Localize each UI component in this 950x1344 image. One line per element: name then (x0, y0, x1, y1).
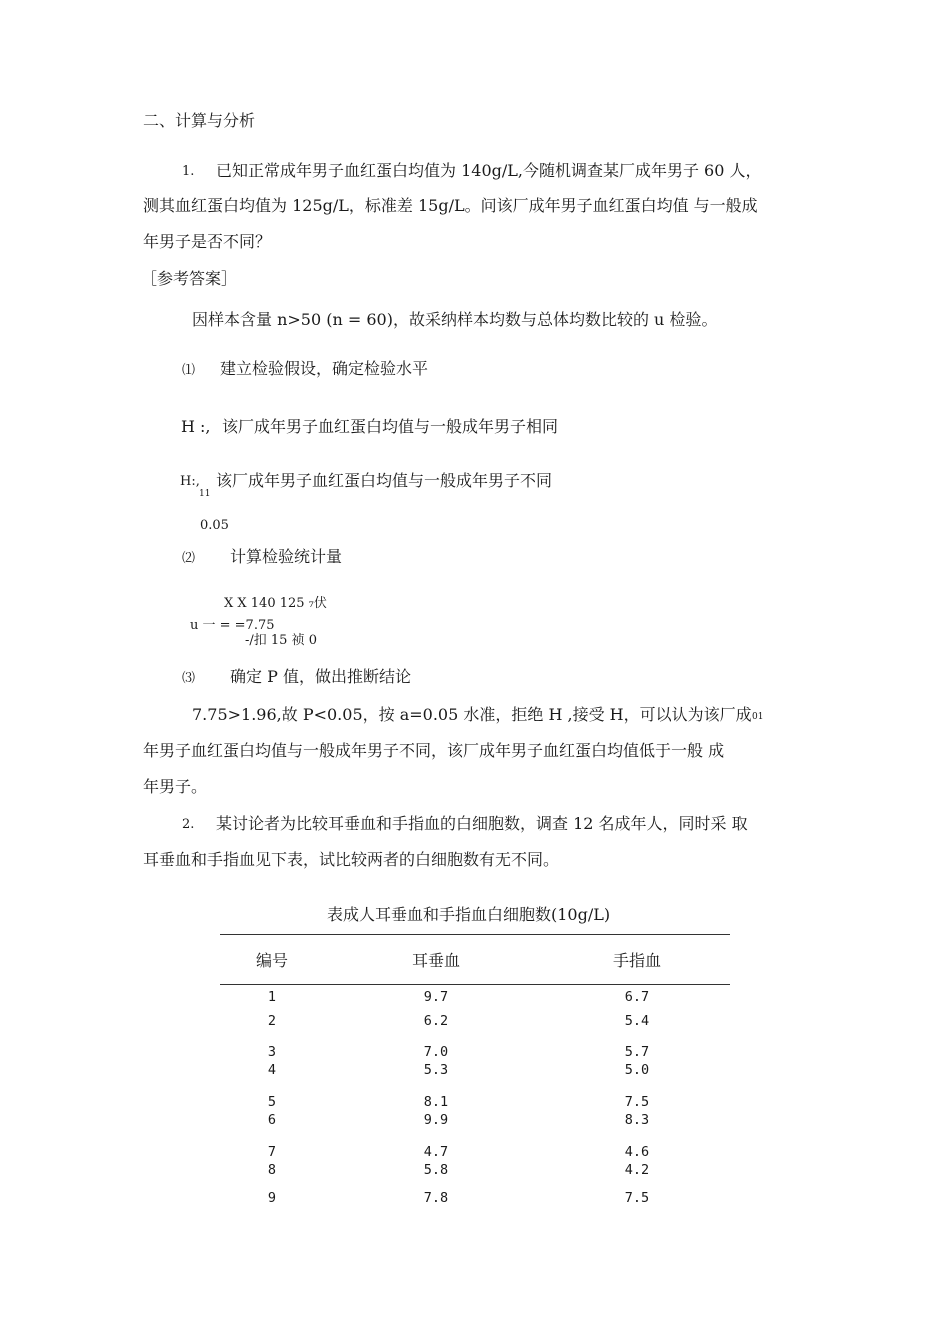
fingertip-value: 7.5 (624, 1190, 650, 1206)
row-id: 5 (267, 1094, 277, 1110)
answer-label: ［参考答案］ (141, 269, 238, 288)
row-id: 3 (267, 1044, 277, 1060)
row-id: 2 (267, 1013, 277, 1029)
alt-hypothesis-symbol: H:, (180, 474, 200, 489)
conclusion-line-1: 7.75>1.96,故 P<0.05，按 a=0.05 水准，拒绝 H ,接受 H，可以认为该厂成 (192, 705, 752, 724)
q2-line-2: 耳垂血和手指血见下表，试比较两者的白细胞数有无不同。 (143, 850, 560, 869)
answer-intro: 因样本含量 n>50 (n = 60)，故采纳样本均数与总体均数比较的 u 检验。 (192, 310, 718, 329)
null-hypothesis-symbol: H :, (181, 417, 211, 436)
earlobe-value: 7.8 (423, 1190, 449, 1206)
q1-line-1: 已知正常成年男子血红蛋白均值为 140g/L,今随机调查某厂成年男子 60 人， (216, 161, 762, 180)
conclusion-line-2: 年男子血红蛋白均值与一般成年男子不同，该厂成年男子血红蛋白均值低于一般 成 (143, 741, 725, 760)
q1-line-2: 测其血红蛋白均值为 125g/L，标准差 15g/L。问该厂成年男子血红蛋白均值 与一般成 (143, 196, 758, 215)
q1-line-3: 年男子是否不同？ (143, 232, 272, 251)
table-header-rule (220, 984, 730, 985)
fingertip-value: 4.2 (624, 1162, 650, 1178)
q2-line-1: 某讨论者为比较耳垂血和手指血的白细胞数，调查 12 名成年人，同时采 取 (216, 814, 748, 833)
table-caption: 表成人耳垂血和手指血白细胞数(10g/L) (327, 905, 611, 924)
formula-line-1: X X 140 125 ₇伏 (224, 596, 327, 611)
fingertip-value: 6.7 (624, 989, 650, 1005)
fingertip-value: 7.5 (624, 1094, 650, 1110)
formula-line-2: u 一 = =7.75 (190, 618, 275, 633)
fingertip-value: 5.4 (624, 1013, 650, 1029)
alt-hypothesis-subscript: 11 (199, 489, 211, 499)
table-top-rule (220, 934, 730, 935)
step3-number: ⑶ (182, 671, 196, 686)
step2-number: ⑵ (182, 551, 196, 566)
fingertip-value: 5.0 (624, 1062, 650, 1078)
earlobe-value: 9.9 (423, 1112, 449, 1128)
row-id: 7 (267, 1144, 277, 1160)
fingertip-value: 5.7 (624, 1044, 650, 1060)
section-title: 二、计算与分析 (143, 111, 256, 130)
step1-number: ⑴ (182, 363, 196, 378)
fingertip-value: 8.3 (624, 1112, 650, 1128)
row-id: 4 (267, 1062, 277, 1078)
alt-hypothesis-text: 该厂成年男子血红蛋白均值与一般成年男子不同 (216, 471, 553, 490)
fingertip-value: 4.6 (624, 1144, 650, 1160)
conclusion-subscript: 01 (752, 712, 764, 722)
earlobe-value: 4.7 (423, 1144, 449, 1160)
step3-title: 确定 P 值，做出推断结论 (230, 667, 411, 686)
null-hypothesis-text: 该厂成年男子血红蛋白均值与一般成年男子相同 (222, 417, 559, 436)
earlobe-value: 7.0 (423, 1044, 449, 1060)
earlobe-value: 8.1 (423, 1094, 449, 1110)
earlobe-value: 5.3 (423, 1062, 449, 1078)
step1-title: 建立检验假设，确定检验水平 (220, 359, 429, 378)
row-id: 8 (267, 1162, 277, 1178)
conclusion-line-3: 年男子。 (143, 777, 208, 796)
row-id: 9 (267, 1190, 277, 1206)
row-id: 1 (267, 989, 277, 1005)
header-earlobe-blood: 耳垂血 (411, 951, 460, 970)
formula-line-3: -/扣 15 祯 0 (245, 633, 317, 648)
earlobe-value: 6.2 (423, 1013, 449, 1029)
q1-number: 1. (182, 164, 195, 179)
q2-number: 2. (182, 817, 195, 832)
row-id: 6 (267, 1112, 277, 1128)
header-fingertip-blood: 手指血 (612, 951, 661, 970)
earlobe-value: 5.8 (423, 1162, 449, 1178)
earlobe-value: 9.7 (423, 989, 449, 1005)
header-id: 编号 (255, 951, 288, 970)
alpha-level: 0.05 (200, 518, 229, 533)
step2-title: 计算检验统计量 (230, 547, 343, 566)
